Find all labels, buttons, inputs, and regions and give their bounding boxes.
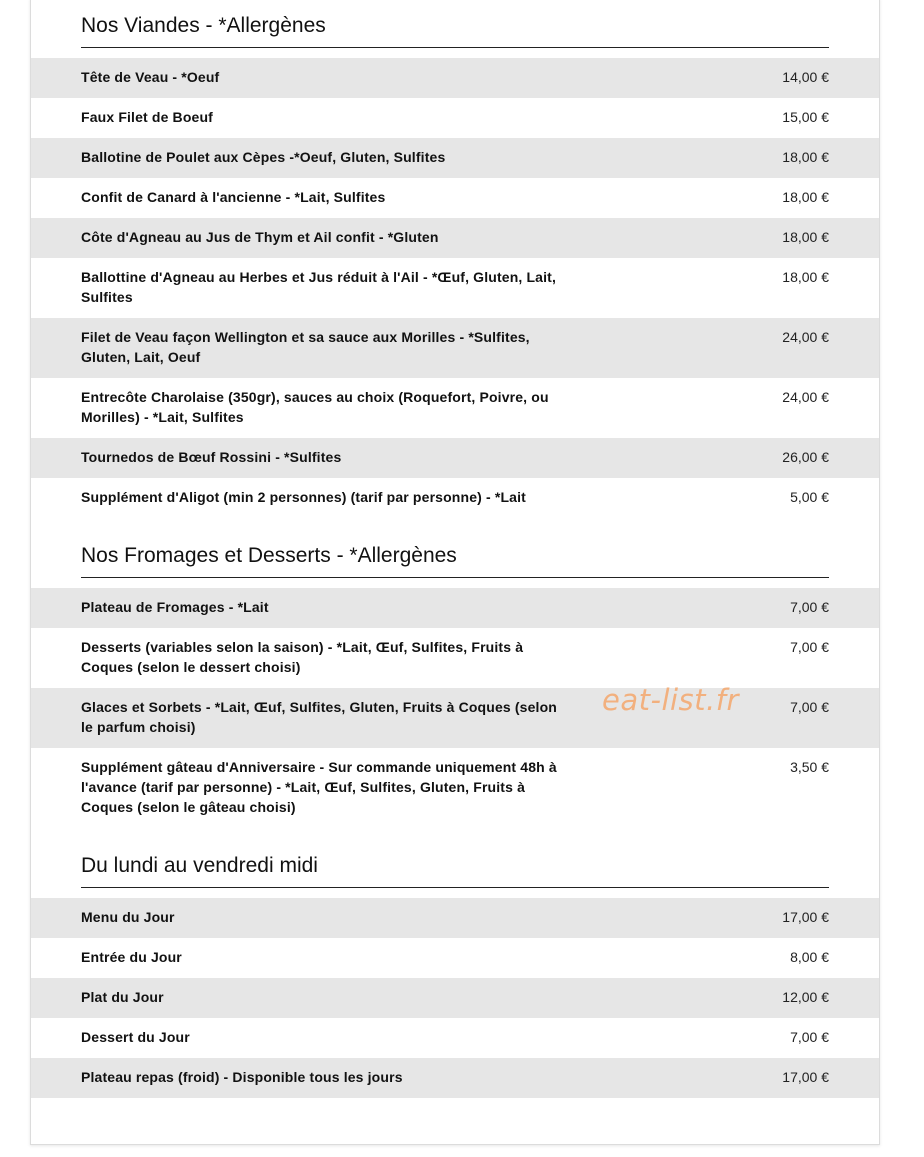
item-name: Desserts (variables selon la saison) - *Lait, Œuf, Sulfites, Fruits à Coques (selon le dessert choisi)	[81, 639, 524, 675]
item-name: Plateau de Fromages - *Lait	[81, 599, 269, 615]
item-name: Confit de Canard à l'ancienne - *Lait, Sulfites	[81, 189, 386, 205]
menu-item	[31, 978, 879, 1018]
item-price: 12,00 €	[782, 989, 829, 1005]
watermark: eat-list.fr	[602, 683, 739, 717]
item-price: 18,00 €	[782, 149, 829, 165]
item-name: Menu du Jour	[81, 909, 175, 925]
menu-item	[31, 438, 879, 478]
item-price: 24,00 €	[782, 389, 829, 405]
menu-item	[31, 938, 879, 978]
item-price: 14,00 €	[782, 69, 829, 85]
item-price: 15,00 €	[782, 109, 829, 125]
menu-item	[31, 628, 879, 688]
item-price: 7,00 €	[790, 639, 829, 655]
item-price: 8,00 €	[790, 949, 829, 965]
menu-card	[30, 0, 880, 1145]
item-list	[31, 588, 879, 828]
menu-item	[31, 98, 879, 138]
item-name: Dessert du Jour	[81, 1029, 190, 1045]
menu-item	[31, 138, 879, 178]
item-price: 3,50 €	[790, 759, 829, 775]
section-title: Du lundi au vendredi midi	[81, 854, 829, 888]
item-name: Tête de Veau - *Oeuf	[81, 69, 220, 85]
item-price: 18,00 €	[782, 229, 829, 245]
item-price: 17,00 €	[782, 1069, 829, 1085]
menu-item	[31, 178, 879, 218]
item-price: 18,00 €	[782, 269, 829, 285]
item-price: 17,00 €	[782, 909, 829, 925]
item-name: Filet de Veau façon Wellington et sa sauce aux Morilles - *Sulfites, Gluten, Lait, Oeuf	[81, 329, 530, 365]
menu-item	[31, 1018, 879, 1058]
item-price: 7,00 €	[790, 1029, 829, 1045]
section-fromages-desserts	[31, 544, 879, 828]
item-price: 24,00 €	[782, 329, 829, 345]
item-price: 18,00 €	[782, 189, 829, 205]
menu-item	[31, 218, 879, 258]
menu-item	[31, 898, 879, 938]
item-price: 7,00 €	[790, 599, 829, 615]
item-name: Plateau repas (froid) - Disponible tous les jours	[81, 1069, 403, 1085]
item-list	[31, 898, 879, 1098]
item-name: Plat du Jour	[81, 989, 164, 1005]
section-title: Nos Viandes - *Allergènes	[81, 14, 829, 48]
item-name: Entrée du Jour	[81, 949, 182, 965]
menu-item	[31, 378, 879, 438]
item-name: Entrecôte Charolaise (350gr), sauces au choix (Roquefort, Poivre, ou Morilles) - *Lait, Sulfites	[81, 389, 549, 425]
item-name: Supplément gâteau d'Anniversaire - Sur commande uniquement 48h à l'avance (tarif par personne) - *Lait, Œuf, Sulfites, Gluten, Fruits à Coques (selon le gâteau choisi)	[81, 759, 557, 815]
menu-item	[31, 478, 879, 518]
item-name: Ballotine de Poulet aux Cèpes -*Oeuf, Gluten, Sulfites	[81, 149, 446, 165]
menu-item	[31, 588, 879, 628]
menu-item	[31, 688, 879, 748]
menu-item	[31, 318, 879, 378]
menu-item	[31, 1058, 879, 1098]
item-price: 7,00 €	[790, 699, 829, 715]
item-name: Faux Filet de Boeuf	[81, 109, 213, 125]
item-name: Côte d'Agneau au Jus de Thym et Ail confit - *Gluten	[81, 229, 439, 245]
section-midi	[31, 854, 879, 1098]
menu-item	[31, 58, 879, 98]
menu-item	[31, 748, 879, 828]
item-name: Tournedos de Bœuf Rossini - *Sulfites	[81, 449, 342, 465]
item-name: Supplément d'Aligot (min 2 personnes) (tarif par personne) - *Lait	[81, 489, 526, 505]
section-title: Nos Fromages et Desserts - *Allergènes	[81, 544, 829, 578]
menu-item	[31, 258, 879, 318]
item-list	[31, 58, 879, 518]
item-price: 26,00 €	[782, 449, 829, 465]
item-price: 5,00 €	[790, 489, 829, 505]
item-name: Ballottine d'Agneau au Herbes et Jus réduit à l'Ail - *Œuf, Gluten, Lait, Sulfites	[81, 269, 557, 305]
item-name: Glaces et Sorbets - *Lait, Œuf, Sulfites, Gluten, Fruits à Coques (selon le parfum choisi)	[81, 699, 557, 735]
section-viandes	[31, 14, 879, 518]
